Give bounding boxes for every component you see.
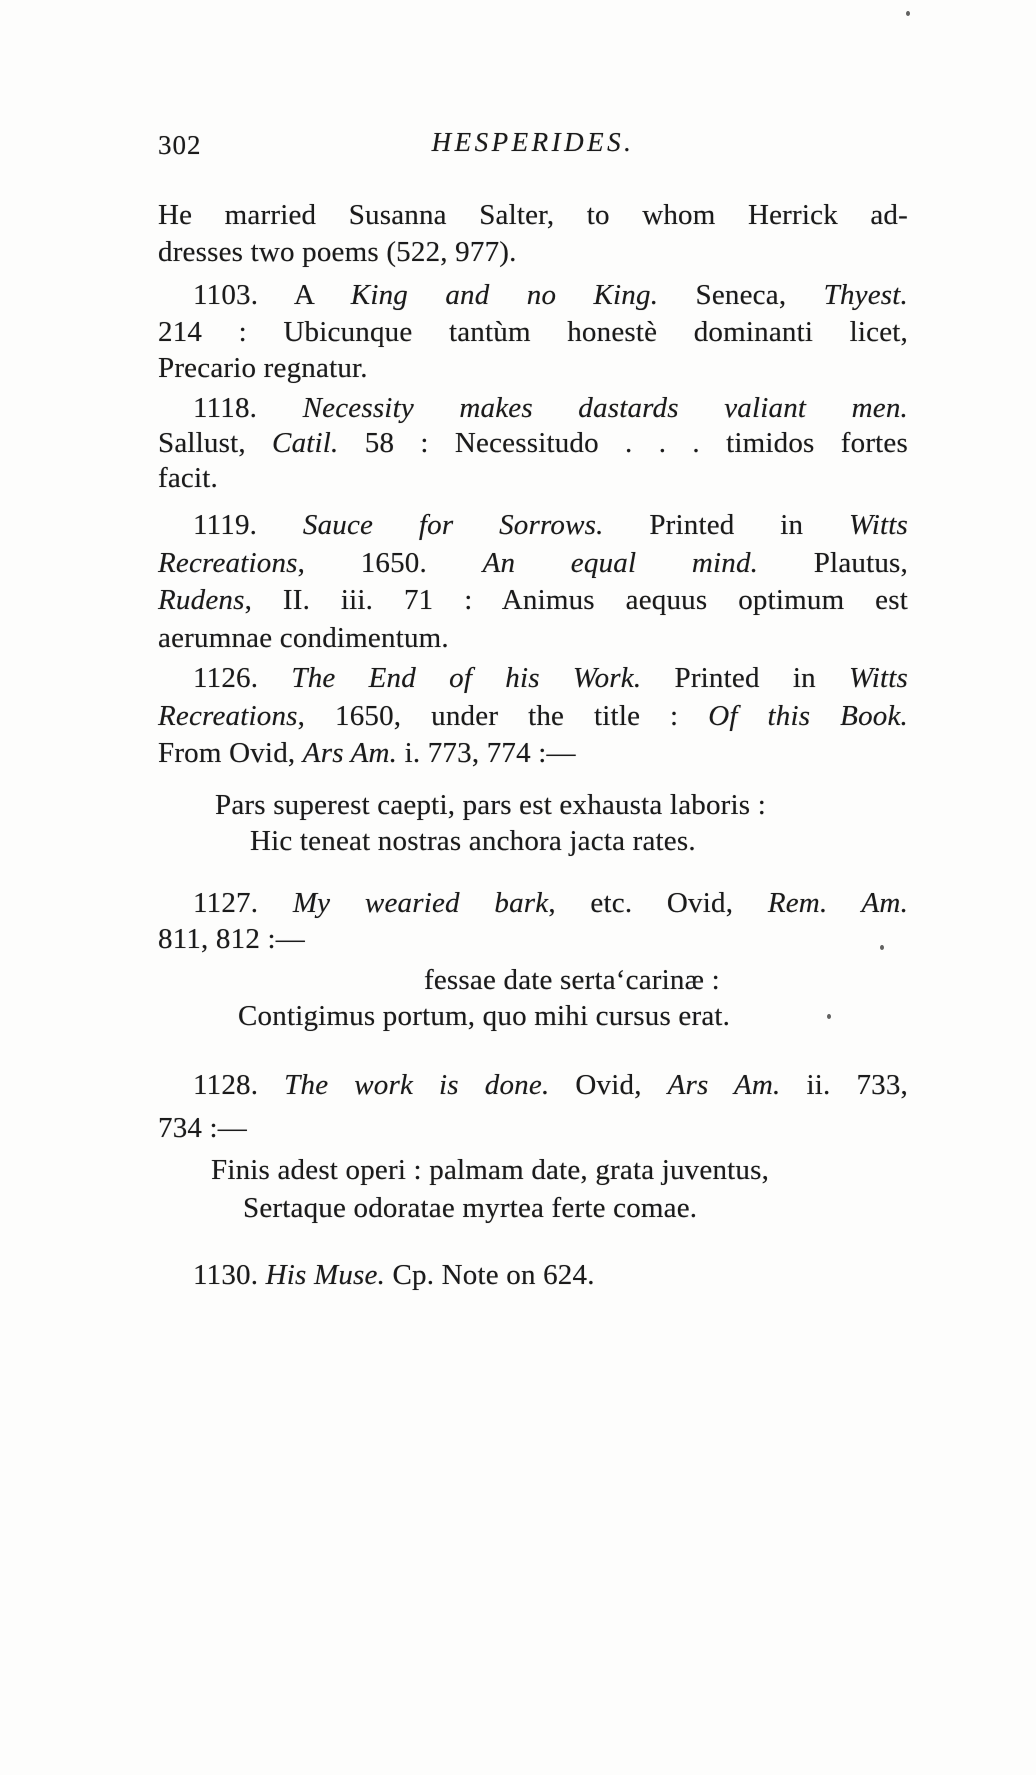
italic-text-segment: Thyest. xyxy=(823,279,908,311)
text-line xyxy=(158,699,908,733)
italic-text-segment: His Muse. xyxy=(265,1259,386,1291)
text-segment: 1126. xyxy=(193,662,292,694)
text-line xyxy=(158,736,576,770)
text-segment: 1118. xyxy=(193,392,303,424)
text-line xyxy=(158,426,908,460)
text-line xyxy=(193,1258,595,1292)
text-segment: ii. 733, xyxy=(780,1069,908,1101)
ink-speck xyxy=(827,1014,831,1019)
text-segment: 58 : Necessitudo . . . timidos fortes xyxy=(338,427,908,459)
text-line xyxy=(238,999,730,1033)
text-line xyxy=(158,198,908,232)
text-line xyxy=(215,788,766,822)
text-segment: Ovid, xyxy=(549,1069,668,1101)
text-line xyxy=(193,1068,908,1102)
italic-text-segment: Ars Am. xyxy=(302,737,398,769)
text-line xyxy=(193,391,908,425)
text-line xyxy=(158,461,218,495)
text-line xyxy=(193,508,908,542)
text-segment: aerumnae condimentum. xyxy=(158,622,449,654)
text-line xyxy=(243,1191,697,1225)
text-line xyxy=(158,351,368,385)
text-segment: 1130. xyxy=(193,1259,266,1291)
text-segment: Finis adest operi : palmam date, grata juventus, xyxy=(211,1154,770,1186)
italic-text-segment: King and no King. xyxy=(350,279,659,311)
italic-text-segment: Recreations xyxy=(158,547,298,579)
text-line xyxy=(158,922,305,956)
text-line xyxy=(193,278,908,312)
text-segment: Sallust, xyxy=(158,427,273,459)
italic-text-segment: Recreations xyxy=(158,700,298,732)
text-segment: 1119. xyxy=(193,509,303,541)
italic-text-segment: The End of his Work. xyxy=(291,662,642,694)
text-line xyxy=(158,621,449,655)
text-line xyxy=(193,661,908,695)
text-segment: Contigimus portum, quo mihi cursus erat. xyxy=(238,1000,731,1032)
text-line xyxy=(158,235,517,269)
text-line xyxy=(250,824,696,858)
text-segment: 811, 812 :— xyxy=(158,923,305,955)
italic-text-segment: Of this Book. xyxy=(708,700,908,732)
text-line xyxy=(211,1153,769,1187)
italic-text-segment: Rem. Am. xyxy=(767,887,909,919)
italic-text-segment: Rudens xyxy=(158,584,245,616)
text-line xyxy=(193,886,908,920)
text-line xyxy=(424,963,720,997)
italic-text-segment: The work is done. xyxy=(284,1069,550,1101)
text-segment: Printed in xyxy=(641,662,849,694)
italic-text-segment: My wearied bark xyxy=(292,887,549,919)
text-line xyxy=(158,546,908,580)
page-number: 302 xyxy=(158,130,202,160)
text-segment: 1127. xyxy=(193,887,293,919)
text-line xyxy=(158,315,908,349)
italic-text-segment: Witts xyxy=(848,509,908,541)
text-segment: fessae date serta‘carinæ : xyxy=(424,964,720,996)
text-segment: , 1650, under the title : xyxy=(297,700,709,732)
italic-text-segment: Catil. xyxy=(272,427,339,459)
text-segment: , 1650. xyxy=(297,547,483,579)
text-segment: dresses two poems (522, 977). xyxy=(158,236,517,268)
ink-speck xyxy=(906,11,910,16)
italic-text-segment: Sauce for Sorrows. xyxy=(302,509,604,541)
text-segment: i. 773, 774 :— xyxy=(397,737,576,769)
text-segment: 214 : Ubicunque tantùm honestè dominanti licet, xyxy=(158,316,908,348)
text-segment: , II. iii. 71 : Animus aequus optimum est xyxy=(244,584,908,616)
text-segment: From Ovid, xyxy=(158,737,303,769)
text-segment: 1103. A xyxy=(193,279,351,311)
italic-text-segment: Necessity makes dastards valiant men. xyxy=(302,392,908,424)
text-segment: , etc. Ovid, xyxy=(548,887,768,919)
text-line xyxy=(158,583,908,617)
text-segment: Sertaque odoratae myrtea ferte comae. xyxy=(243,1192,698,1224)
text-segment: 734 :— xyxy=(158,1112,248,1144)
text-segment: Pars superest caepti, pars est exhausta laboris : xyxy=(215,789,766,821)
text-segment: 1128. xyxy=(193,1069,285,1101)
running-header-title: HESPERIDES. xyxy=(431,127,635,157)
text-segment: Precario regnatur. xyxy=(158,352,368,384)
text-segment: He married Susanna Salter, to whom Herrick ad- xyxy=(158,199,908,231)
italic-text-segment: Ars Am. xyxy=(667,1069,781,1101)
italic-text-segment: An equal mind. xyxy=(482,547,759,579)
text-segment: Printed in xyxy=(603,509,849,541)
text-segment: facit. xyxy=(158,462,218,494)
text-segment: Cp. Note on 624. xyxy=(385,1259,595,1291)
ink-speck xyxy=(880,945,884,950)
text-segment: Seneca, xyxy=(658,279,824,311)
text-segment: Plautus, xyxy=(758,547,908,579)
italic-text-segment: Witts xyxy=(848,662,908,694)
text-segment: Hic teneat nostras anchora jacta rates. xyxy=(250,825,696,857)
text-line xyxy=(158,1111,247,1145)
